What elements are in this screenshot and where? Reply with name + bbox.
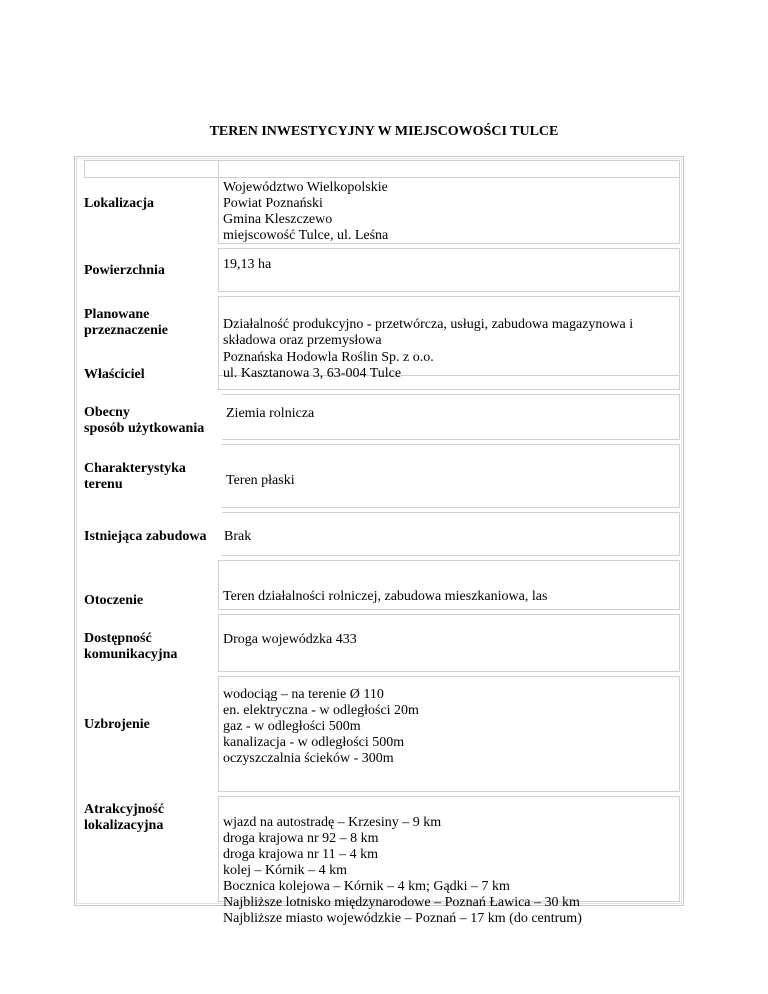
label-line: przeznaczenie (84, 323, 168, 338)
value-text: Ziemia rolnicza (226, 406, 315, 421)
label-przeznaczenie (80, 307, 220, 343)
label-wlasciciel (80, 367, 220, 387)
value-line: droga krajowa nr 11 – 4 km (223, 847, 378, 862)
label-otoczenie (80, 593, 220, 613)
value-cell-powierzchnia (218, 248, 680, 292)
value-line: Bocznica kolejowa – Kórnik – 4 km; Gądki – 7 km (223, 879, 510, 894)
value-line: wodociąg – na terenie Ø 110 (223, 687, 384, 702)
label-line: Obecny (84, 405, 130, 420)
label-text: Powierzchnia (84, 263, 165, 278)
label-line: lokalizacyjna (84, 818, 164, 833)
value-line: kanalizacja - w odległości 500m (223, 735, 405, 750)
label-text: Lokalizacja (84, 196, 154, 211)
label-line: Charakterystyka (84, 461, 186, 476)
label-uzbrojenie (80, 717, 220, 737)
value-line: Powiat Poznański (223, 196, 323, 211)
label-sposob (80, 405, 240, 441)
value-cell-zabudowa (222, 512, 680, 556)
value-text: Brak (224, 529, 252, 544)
label-text: Otoczenie (84, 593, 144, 608)
value-cell-atrakcyjnosc (218, 796, 680, 926)
value-line: ul. Kasztanowa 3, 63-004 Tulce (223, 366, 402, 381)
label-line: sposób użytkowania (84, 421, 205, 436)
value-line: Działalność produkcyjno - przetwórcza, usługi, zabudowa magazynowa i (223, 317, 634, 332)
value-line: Najbliższe miasto wojewódzkie – Poznań – 17 km (do centrum) (223, 911, 582, 926)
value-cell-sposob (222, 394, 680, 440)
label-powierzchnia (80, 263, 220, 283)
label-line: Planowane (84, 307, 150, 322)
value-line: Województwo Wielkopolskie (223, 180, 388, 195)
value-line: Poznańska Hodowla Roślin Sp. z o.o. (223, 350, 434, 365)
value-text: Teren działalności rolniczej, zabudowa mieszkaniowa, las (223, 589, 548, 604)
value-line: kolej – Kórnik – 4 km (223, 863, 348, 878)
value-line: en. elektryczna - w odległości 20m (223, 703, 419, 718)
label-lokalizacja (80, 183, 220, 243)
value-cell-wlasciciel (218, 348, 680, 390)
value-line: wjazd na autostradę – Krzesiny – 9 km (223, 815, 442, 830)
label-line: komunikacyjna (84, 647, 178, 662)
label-line: terenu (84, 477, 123, 492)
value-text: 19,13 ha (223, 257, 272, 272)
value-line: składowa oraz przemysłowa (223, 333, 382, 348)
label-text: Uzbrojenie (84, 717, 150, 732)
value-line: oczyszczalnia ścieków - 300m (223, 751, 394, 766)
value-cell-lokalizacja (218, 160, 680, 244)
value-line: miejscowość Tulce, ul. Leśna (223, 228, 389, 243)
label-atrakcyjnosc (80, 802, 220, 838)
value-line: gaz - w odległości 500m (223, 719, 361, 734)
label-text: Właściciel (84, 367, 145, 382)
document-title: TEREN INWESTYCYJNY W MIEJSCOWOŚCI TULCE (209, 124, 559, 139)
label-zabudowa (80, 529, 225, 549)
label-line: Dostępność (84, 631, 152, 646)
value-cell-dostepnosc (218, 614, 680, 672)
label-text: Istniejąca zabudowa (84, 529, 207, 544)
value-line: Najbliższe lotnisko międzynarodowe – Poznań Ławica – 30 km (223, 895, 580, 910)
value-cell-charakterystyka (222, 444, 680, 508)
value-cell-otoczenie (218, 560, 680, 610)
value-text: Droga wojewódzka 433 (223, 632, 357, 647)
value-cell-uzbrojenie (218, 676, 680, 792)
label-line: Atrakcyjność (84, 802, 165, 817)
value-line: Gmina Kleszczewo (223, 212, 333, 227)
label-charakterystyka (80, 461, 225, 497)
label-dostepnosc (80, 631, 220, 667)
value-text: Teren płaski (226, 473, 295, 488)
value-line: droga krajowa nr 92 – 8 km (223, 831, 379, 846)
